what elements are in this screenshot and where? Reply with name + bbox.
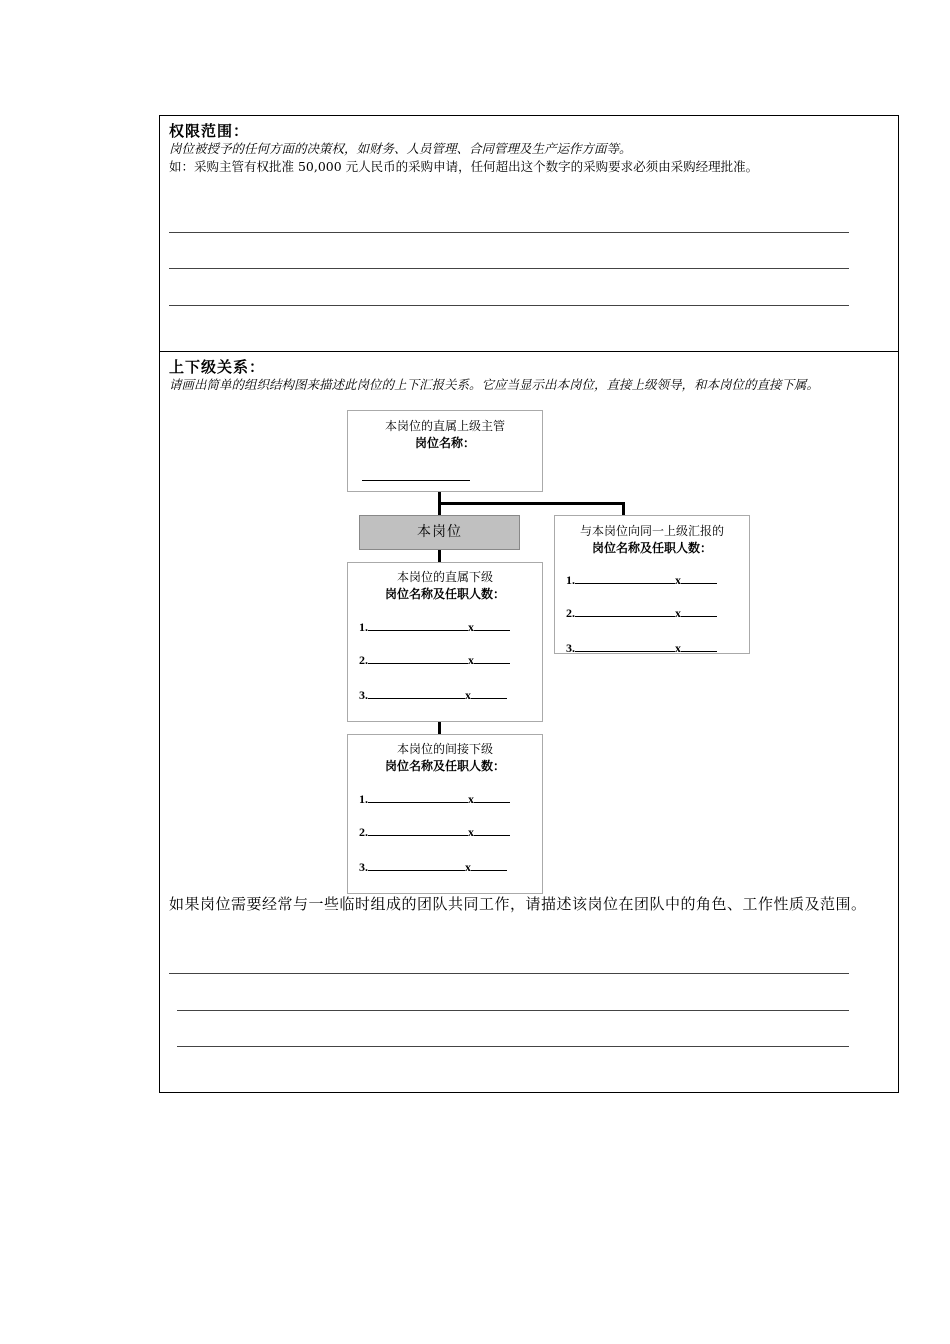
indirect-sub-slot-2[interactable]: 2. x	[359, 824, 510, 840]
supervisor-name-field[interactable]	[362, 480, 470, 481]
peer-slot-3[interactable]: 3. x	[566, 640, 717, 654]
authority-answer-line-3[interactable]	[169, 305, 849, 306]
peer-slot-1[interactable]: 1. x	[566, 572, 717, 588]
connector-peer-drop	[622, 502, 625, 516]
direct-sub-title: 本岗位的直属下级	[396, 570, 493, 584]
team-answer-line-2[interactable]	[177, 1010, 849, 1011]
direct-subordinate-box	[347, 562, 543, 722]
authority-heading: 权限范围：	[169, 122, 250, 140]
connector-current-sub	[438, 550, 441, 562]
authority-example: 如：采购主管有权批准 50,000 元人民币的采购申请，任何超出这个数字的采购要求必须由采购经理批准。	[169, 159, 759, 174]
authority-answer-line-2[interactable]	[169, 268, 849, 269]
supervisor-box	[347, 410, 543, 492]
relations-description: 请画出简单的组织结构图来描述此岗位的上下汇报关系。它应当显示出本岗位，直接上级领导，和本岗位的直接下属。	[169, 377, 820, 392]
relations-heading: 上下级关系：	[169, 358, 266, 376]
direct-sub-slot-1[interactable]: 1. x	[359, 619, 510, 635]
indirect-sub-title: 本岗位的间接下级	[396, 742, 493, 756]
indirect-sub-slot-3[interactable]: 3. x	[359, 859, 507, 875]
peer-box	[554, 515, 750, 654]
peer-box-label: 岗位名称及任职人数：	[591, 541, 712, 555]
team-answer-line-3[interactable]	[177, 1046, 849, 1047]
indirect-sub-slot-1[interactable]: 1. x	[359, 791, 510, 807]
peer-box-title: 与本岗位向同一上级汇报的	[579, 524, 724, 538]
supervisor-box-label: 岗位名称：	[414, 436, 475, 450]
supervisor-box-title: 本岗位的直属上级主管	[384, 419, 505, 433]
authority-description: 岗位被授予的任何方面的决策权，如财务、人员管理、合同管理及生产运作方面等。	[169, 141, 632, 156]
current-position-box: 本岗位	[359, 515, 520, 550]
direct-sub-label: 岗位名称及任职人数：	[384, 587, 505, 601]
direct-sub-slot-2[interactable]: 2. x	[359, 652, 510, 668]
section-divider	[159, 351, 899, 352]
indirect-sub-label: 岗位名称及任职人数：	[384, 759, 505, 773]
direct-sub-slot-3[interactable]: 3. x	[359, 687, 507, 703]
connector-horizontal-peer	[438, 502, 625, 505]
authority-answer-line-1[interactable]	[169, 232, 849, 233]
connector-sub-indirect	[438, 722, 441, 734]
peer-slot-2[interactable]: 2. x	[566, 605, 717, 621]
team-answer-line-1[interactable]	[169, 973, 849, 974]
indirect-subordinate-box	[347, 734, 543, 894]
team-question: 如果岗位需要经常与一些临时组成的团队共同工作，请描述该岗位在团队中的角色、工作性质及范围。	[169, 895, 867, 913]
